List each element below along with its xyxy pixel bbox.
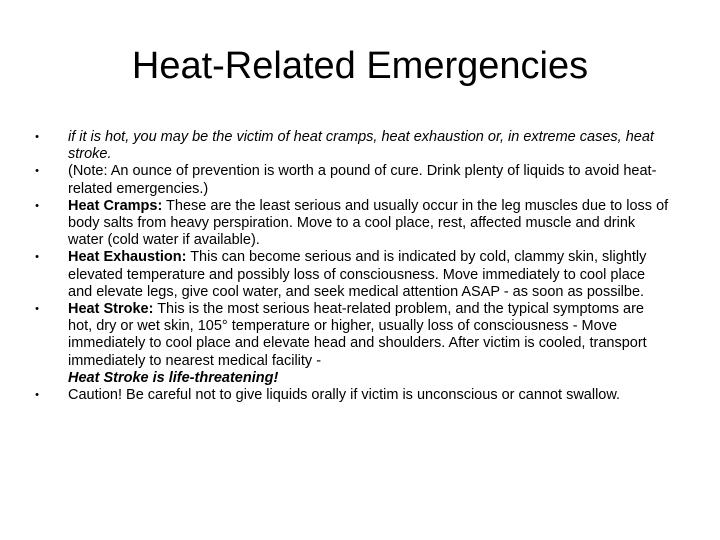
list-item [35, 163, 672, 197]
bullet-text: Caution! Be careful not to give liquids orally if victim is unconscious or cannot swallow. [68, 387, 621, 404]
bullet-text: if it is hot, you may be the victim of heat cramps, heat exhaustion or, in extreme cases, heat stroke. [68, 129, 654, 163]
bullet-icon: • [35, 131, 39, 143]
bullet-label: Heat Stroke: [68, 301, 154, 318]
list-item [35, 197, 672, 250]
bullet-text: These are the least serious and usually occur in the leg muscles due to loss of body salts from heavy perspiration. Move to a cool place, rest, affected muscle and drink water (cold water if available). [68, 197, 669, 249]
list-item [35, 249, 672, 301]
list-item [35, 387, 672, 404]
bullet-icon: • [35, 389, 39, 402]
bullet-text: This is the most serious heat-related problem, and the typical symptoms are hot, dry or wet skin, 105° temperature or higher, usually loss of consciousness - Move immediately to cool place and elevate head and shoulders. After victim is cooled, transport immediately to nearest medical facility - [68, 301, 647, 369]
bullet-icon: • [35, 251, 39, 264]
bullet-label: Heat Cramps: [68, 197, 163, 214]
bullet-text: This can become serious and is indicated by cold, clammy skin, slightly elevated temperature and possibly loss of consciousness. Move immediately to cool place and elevate legs, give cool water, and seek medical attention ASAP - as soon as possilbe. [68, 249, 647, 300]
bullet-label: Heat Exhaustion: [68, 249, 187, 266]
page-title: Heat-Related Emergencies [131, 45, 589, 87]
bullet-icon: • [35, 303, 39, 316]
list-item [35, 129, 672, 163]
bullet-icon: • [35, 165, 39, 178]
warning-text: Heat Stroke is life-threatening! [68, 369, 279, 386]
bullet-icon: • [35, 199, 39, 212]
list-item [35, 301, 672, 387]
bullet-text: (Note: An ounce of prevention is worth a pound of cure. Drink plenty of liquids to avoid heat-related emergencies.) [68, 163, 657, 197]
bullet-list [35, 129, 672, 404]
